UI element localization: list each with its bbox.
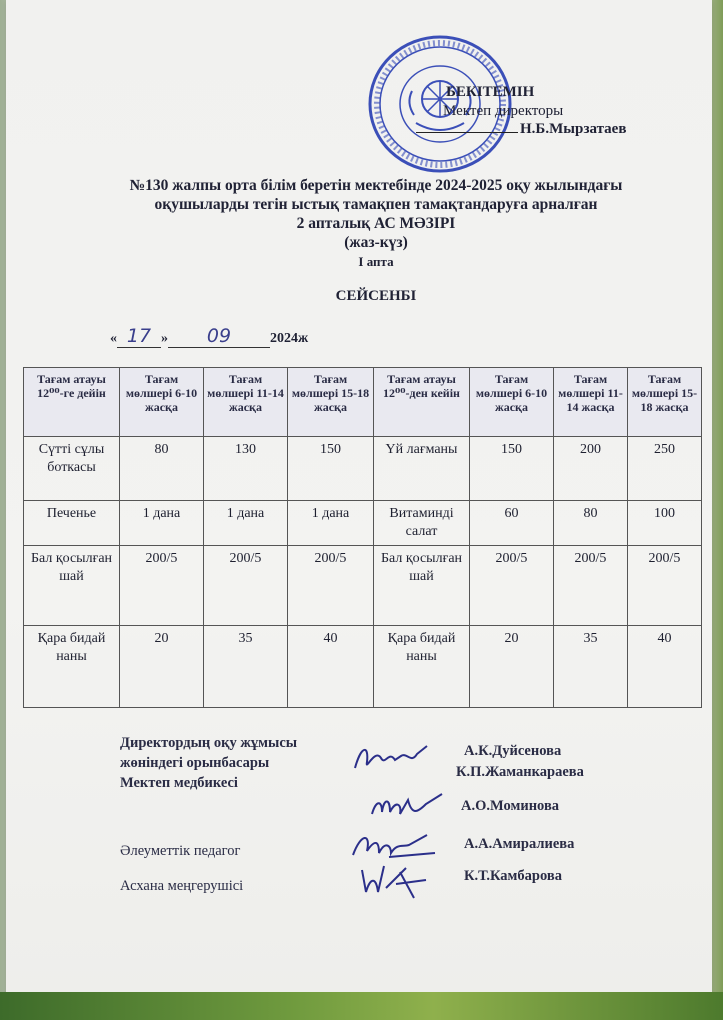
table-row — [24, 501, 702, 546]
date-year: 2024ж — [270, 331, 309, 346]
approval-role: Мектеп директоры — [443, 103, 564, 119]
table-cell: 1 дана — [204, 501, 288, 546]
table-row — [24, 437, 702, 501]
signatory-name-1: А.К.Дуйсенова — [464, 743, 562, 759]
header-cell: Тағам мөлшері 11-14 жасқа — [204, 368, 288, 437]
approval-signature-line — [416, 121, 626, 138]
kitchen-head-role: Асхана меңгерушісі — [120, 878, 244, 894]
header-cell: Тағам мөлшері 15-18 жасқа — [288, 368, 374, 437]
deputy-role-line-1: Директордың оқу жұмысы — [120, 735, 298, 751]
table-cell: 35 — [204, 626, 288, 708]
table-row — [24, 546, 702, 626]
day-of-week: СЕЙСЕНБІ — [335, 288, 417, 304]
menu-table — [23, 367, 702, 708]
table-cell: Печенье — [24, 501, 120, 546]
table-cell: 80 — [554, 501, 628, 546]
approval-title: БЕКІТЕМІН — [446, 84, 535, 100]
document-title — [46, 176, 706, 271]
table-cell: Қара бидай наны — [374, 626, 470, 708]
table-cell: 40 — [288, 626, 374, 708]
signature-icon — [356, 858, 436, 902]
table-cell: Қара бидай наны — [24, 626, 120, 708]
deputy-role-line-2: жөніндегі орынбасары — [120, 755, 270, 771]
table-cell: 35 — [554, 626, 628, 708]
title-line-1: №130 жалпы орта білім беретін мектебінде 2024-2025 оқу жылындағы — [129, 177, 623, 194]
table-cell: Үй лағманы — [374, 437, 470, 501]
title-line-5: І апта — [358, 254, 394, 269]
table-cell: Бал қосылған шай — [374, 546, 470, 626]
table-cell: 200/5 — [204, 546, 288, 626]
table-cell: 20 — [470, 626, 554, 708]
date-day: 17 — [126, 325, 152, 347]
background-strip — [0, 992, 723, 1020]
table-cell: 200/5 — [554, 546, 628, 626]
table-cell: 1 дана — [288, 501, 374, 546]
table-cell: 20 — [120, 626, 204, 708]
signatory-name-2: К.П.Жаманкараева — [456, 764, 584, 780]
signatory-name-4: А.А.Амиралиева — [464, 836, 575, 852]
table-cell: Сүтті сұлы боткасы — [24, 437, 120, 501]
header-cell: Тағам мөлшері 15-18 жасқа — [628, 368, 702, 437]
table-cell: 80 — [120, 437, 204, 501]
table-cell: 200/5 — [470, 546, 554, 626]
signature-icon — [368, 790, 448, 824]
table-cell: 150 — [288, 437, 374, 501]
table-cell: 100 — [628, 501, 702, 546]
table-cell: 250 — [628, 437, 702, 501]
table-cell: 200 — [554, 437, 628, 501]
date-line: « 17 » 09 2024ж — [110, 325, 309, 347]
header-cell: Тағам мөлшері 11-14 жасқа — [554, 368, 628, 437]
table-cell: Витаминді салат — [374, 501, 470, 546]
approval-name: Н.Б.Мырзатаев — [520, 121, 627, 137]
table-header-row — [24, 368, 702, 437]
title-line-4: (жаз-күз) — [344, 234, 408, 251]
header-cell: Тағам мөлшері 6-10 жасқа — [120, 368, 204, 437]
menu-document — [6, 0, 712, 1000]
title-line-2: оқушыларды тегін ыстық тамақпен тамақтандаруға арналған — [154, 196, 598, 213]
table-cell: 130 — [204, 437, 288, 501]
header-cell: Тағам атауы 12⁰⁰-ден кейін — [374, 368, 470, 437]
date-month: 09 — [206, 325, 232, 347]
table-row — [24, 626, 702, 708]
header-cell: Тағам атауы 12⁰⁰-ге дейін — [24, 368, 120, 437]
table-cell: 200/5 — [288, 546, 374, 626]
table-cell: 150 — [470, 437, 554, 501]
nurse-role: Мектеп медбикесі — [120, 775, 238, 791]
title-line-3: 2 апталық АС МӘЗІРІ — [296, 215, 456, 232]
signatory-name-3: А.О.Моминова — [461, 798, 560, 814]
table-cell: 200/5 — [120, 546, 204, 626]
table-cell: 60 — [470, 501, 554, 546]
signature-icon — [351, 738, 431, 778]
table-cell: 1 дана — [120, 501, 204, 546]
table-cell: 40 — [628, 626, 702, 708]
social-pedagogue-role: Әлеуметтік педагог — [120, 843, 241, 859]
header-cell: Тағам мөлшері 6-10 жасқа — [470, 368, 554, 437]
signatory-name-5: К.Т.Камбарова — [464, 868, 562, 884]
table-cell: 200/5 — [628, 546, 702, 626]
table-cell: Бал қосылған шай — [24, 546, 120, 626]
